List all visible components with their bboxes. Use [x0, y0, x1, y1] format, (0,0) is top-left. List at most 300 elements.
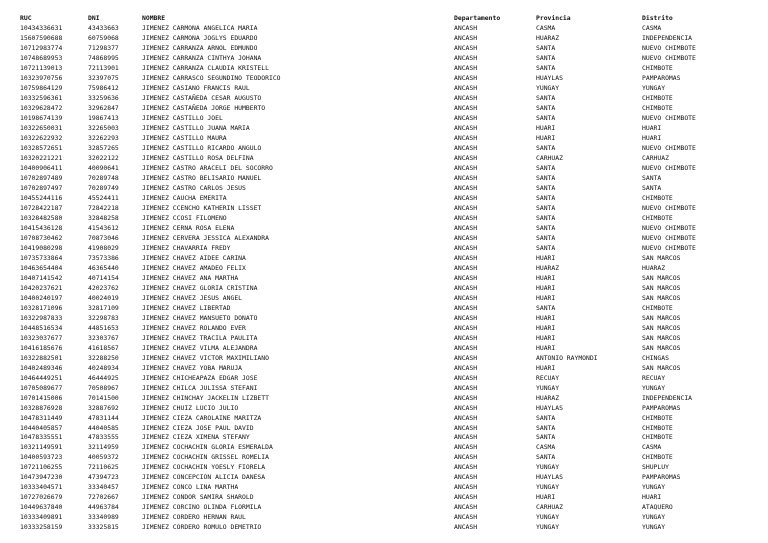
- cell-dni: 70289749: [88, 183, 119, 192]
- cell-distrito: HUARI: [642, 134, 662, 143]
- cell-dni: 74868995: [88, 54, 119, 63]
- cell-nombre: JIMENEZ CARRANZA CINTHYA JOHANA: [142, 54, 262, 63]
- cell-departamento: ANCASH: [454, 223, 478, 232]
- table-row: [0, 314, 768, 323]
- cell-nombre: JIMENEZ CORDERO HERNAN RAUL: [142, 513, 246, 522]
- cell-ruc: 10420237621: [20, 283, 63, 292]
- cell-provincia: SANTA: [536, 164, 556, 173]
- table-row: [0, 164, 768, 173]
- cell-nombre: JIMENEZ CHINCHAY JACKELIN LIZBETT: [142, 393, 269, 402]
- cell-departamento: ANCASH: [454, 183, 478, 192]
- cell-provincia: SANTA: [536, 223, 556, 232]
- cell-ruc: 10727026679: [20, 493, 63, 502]
- cell-provincia: YUNGAY: [536, 463, 560, 472]
- cell-dni: 71298377: [88, 44, 119, 53]
- cell-nombre: JIMENEZ CERNA ROSA ELENA: [142, 223, 235, 232]
- cell-dni: 32298783: [88, 313, 119, 322]
- cell-departamento: ANCASH: [454, 54, 478, 63]
- cell-departamento: ANCASH: [454, 383, 478, 392]
- cell-provincia: SANTA: [536, 114, 556, 123]
- cell-ruc: 10322650031: [20, 124, 63, 133]
- cell-nombre: JIMENEZ CONCO LINA MARTHA: [142, 483, 239, 492]
- cell-provincia: SANTA: [536, 44, 556, 53]
- table-row: [0, 344, 768, 353]
- cell-dni: 72842218: [88, 203, 119, 212]
- cell-provincia: SANTA: [536, 423, 556, 432]
- cell-departamento: ANCASH: [454, 64, 478, 73]
- table-row: [0, 304, 768, 313]
- cell-distrito: NUEVO CHIMBOTE: [642, 44, 696, 53]
- cell-distrito: CARHUAZ: [642, 154, 669, 163]
- cell-ruc: 10328572651: [20, 144, 63, 153]
- cell-dni: 44040585: [88, 423, 119, 432]
- cell-provincia: CARHUAZ: [536, 154, 563, 163]
- cell-ruc: 10416185676: [20, 343, 63, 352]
- cell-dni: 33340457: [88, 483, 119, 492]
- cell-departamento: ANCASH: [454, 34, 478, 43]
- cell-dni: 72110625: [88, 463, 119, 472]
- cell-nombre: JIMENEZ CASTILLO JOEL: [142, 114, 223, 123]
- table-row: [0, 443, 768, 452]
- cell-nombre: JIMENEZ CHAVEZ JESUS ANGEL: [142, 293, 243, 302]
- cell-provincia: YUNGAY: [536, 513, 560, 522]
- cell-ruc: 10464449251: [20, 373, 63, 382]
- table-row: [0, 64, 768, 73]
- cell-dni: 40024019: [88, 293, 119, 302]
- cell-nombre: JIMENEZ CASTAÑEDA CESAR AUGUSTO: [142, 94, 262, 103]
- cell-dni: 70508967: [88, 383, 119, 392]
- cell-provincia: HUAYLAS: [536, 74, 563, 83]
- cell-distrito: SAN MARCOS: [642, 273, 681, 282]
- cell-dni: 44851653: [88, 323, 119, 332]
- table-row: [0, 463, 768, 472]
- cell-dni: 41543612: [88, 223, 119, 232]
- cell-provincia: ANTONIO RAYMONDI: [536, 353, 598, 362]
- cell-provincia: SANTA: [536, 64, 556, 73]
- cell-dni: 47831144: [88, 413, 119, 422]
- cell-dni: 32288250: [88, 353, 119, 362]
- cell-ruc: 10735733864: [20, 253, 63, 262]
- cell-ruc: 10759864129: [20, 84, 63, 93]
- cell-provincia: SANTA: [536, 144, 556, 153]
- table-row: [0, 234, 768, 243]
- cell-ruc: 10434336631: [20, 24, 63, 33]
- cell-departamento: ANCASH: [454, 243, 478, 252]
- cell-ruc: 10473947230: [20, 473, 63, 482]
- cell-nombre: JIMENEZ CIEZA XIMENA STEFANY: [142, 433, 250, 442]
- table-row: [0, 453, 768, 462]
- cell-nombre: JIMENEZ CARRANZA CLAUDIA KRISTELL: [142, 64, 269, 73]
- cell-ruc: 10322622932: [20, 134, 63, 143]
- cell-nombre: JIMENEZ CHAVEZ ROLANDO EVER: [142, 323, 246, 332]
- table-row: [0, 503, 768, 512]
- cell-dni: 19867413: [88, 114, 119, 123]
- cell-ruc: 10705089677: [20, 383, 63, 392]
- cell-provincia: HUARI: [536, 343, 556, 352]
- cell-provincia: HUARI: [536, 124, 556, 133]
- cell-departamento: ANCASH: [454, 433, 478, 442]
- cell-provincia: CARHUAZ: [536, 503, 563, 512]
- cell-provincia: YUNGAY: [536, 383, 560, 392]
- table-row: [0, 44, 768, 53]
- cell-departamento: ANCASH: [454, 144, 478, 153]
- cell-ruc: 10320221221: [20, 154, 63, 163]
- cell-dni: 32114959: [88, 443, 119, 452]
- cell-distrito: ATAQUERO: [642, 503, 673, 512]
- table-row: [0, 144, 768, 153]
- cell-dni: 40248934: [88, 363, 119, 372]
- cell-departamento: ANCASH: [454, 333, 478, 342]
- cell-departamento: ANCASH: [454, 443, 478, 452]
- cell-departamento: ANCASH: [454, 193, 478, 202]
- cell-dni: 32303767: [88, 333, 119, 342]
- cell-nombre: JIMENEZ CASTILLO ROSA DELFINA: [142, 154, 254, 163]
- table-row: [0, 54, 768, 63]
- cell-nombre: JIMENEZ CORCINO OLINDA FLORMILA: [142, 503, 262, 512]
- cell-provincia: SANTA: [536, 233, 556, 242]
- header-ruc: RUC: [20, 14, 32, 22]
- cell-dni: 32962847: [88, 104, 119, 113]
- cell-provincia: SANTA: [536, 203, 556, 212]
- cell-ruc: 10748689953: [20, 54, 63, 63]
- table-row: [0, 114, 768, 123]
- cell-nombre: JIMENEZ CHAVEZ TRACILA PAULITA: [142, 333, 258, 342]
- table-row: [0, 334, 768, 343]
- cell-ruc: 10721106255: [20, 463, 63, 472]
- table-row: [0, 473, 768, 482]
- cell-departamento: ANCASH: [454, 353, 478, 362]
- cell-provincia: HUARI: [536, 293, 556, 302]
- cell-ruc: 10328876928: [20, 403, 63, 412]
- cell-ruc: 10322987833: [20, 313, 63, 322]
- cell-departamento: ANCASH: [454, 94, 478, 103]
- cell-distrito: SANTA: [642, 174, 662, 182]
- header-distrito: Distrito: [642, 14, 673, 22]
- cell-provincia: SANTA: [536, 413, 556, 422]
- cell-departamento: ANCASH: [454, 363, 478, 372]
- cell-departamento: ANCASH: [454, 84, 478, 93]
- cell-departamento: ANCASH: [454, 343, 478, 352]
- cell-distrito: NUEVO CHIMBOTE: [642, 164, 696, 173]
- cell-departamento: ANCASH: [454, 483, 478, 492]
- cell-distrito: SANTA: [642, 183, 662, 192]
- cell-distrito: CHIMBOTE: [642, 413, 673, 422]
- cell-provincia: SANTA: [536, 303, 556, 312]
- cell-nombre: JIMENEZ CHAVEZ MANSUETO DONATO: [142, 313, 258, 322]
- table-row: [0, 493, 768, 502]
- cell-departamento: ANCASH: [454, 213, 478, 222]
- cell-ruc: 10463654404: [20, 263, 63, 272]
- cell-provincia: HUARI: [536, 134, 556, 143]
- cell-nombre: JIMENEZ CONCEPCION ALICIA DANESA: [142, 473, 266, 482]
- cell-distrito: RECUAY: [642, 373, 666, 382]
- table-row: [0, 433, 768, 442]
- cell-provincia: SANTA: [536, 193, 556, 202]
- cell-distrito: CHIMBOTE: [642, 453, 673, 462]
- header-nombre: NOMBRE: [142, 14, 166, 22]
- cell-departamento: ANCASH: [454, 423, 478, 432]
- cell-provincia: HUAYLAS: [536, 403, 563, 412]
- cell-dni: 41618567: [88, 343, 119, 352]
- cell-ruc: 10400593723: [20, 453, 63, 462]
- cell-dni: 46365440: [88, 263, 119, 272]
- cell-nombre: JIMENEZ CHAVEZ YOBA MARUJA: [142, 363, 243, 372]
- cell-nombre: JIMENEZ CCENCHO KATHERIN LISSET: [142, 203, 262, 212]
- table-row: [0, 204, 768, 213]
- cell-ruc: 10728422187: [20, 203, 63, 212]
- cell-distrito: NUEVO CHIMBOTE: [642, 114, 696, 123]
- cell-ruc: 10400240197: [20, 293, 63, 302]
- cell-distrito: SAN MARCOS: [642, 293, 681, 302]
- cell-nombre: JIMENEZ CHAVEZ VICTOR MAXIMILIANO: [142, 353, 269, 362]
- cell-distrito: CHIMBOTE: [642, 64, 673, 73]
- cell-distrito: CHIMBOTE: [642, 193, 673, 202]
- cell-dni: 40059372: [88, 453, 119, 462]
- cell-distrito: INDEPENDENCIA: [642, 393, 693, 402]
- cell-provincia: HUARI: [536, 493, 556, 502]
- cell-nombre: JIMENEZ CHUIZ LUCIO JULIO: [142, 403, 239, 412]
- table-row: [0, 364, 768, 373]
- cell-distrito: CHIMBOTE: [642, 303, 673, 312]
- cell-nombre: JIMENEZ CHILCA JULISSA STEFANI: [142, 383, 258, 392]
- cell-provincia: SANTA: [536, 213, 556, 222]
- cell-nombre: JIMENEZ CORDERO ROMULO DEMETRIO: [142, 523, 262, 532]
- cell-departamento: ANCASH: [454, 293, 478, 302]
- table-row: [0, 264, 768, 273]
- cell-ruc: 10712983774: [20, 44, 63, 53]
- cell-departamento: ANCASH: [454, 154, 478, 163]
- cell-distrito: YUNGAY: [642, 383, 666, 392]
- header-dni: DNI: [88, 14, 100, 22]
- table-row: [0, 414, 768, 423]
- table-row: [0, 84, 768, 93]
- cell-dni: 33259636: [88, 94, 119, 103]
- header-provincia: Provincia: [536, 14, 571, 22]
- cell-nombre: JIMENEZ COCHACHIN GRISSEL ROMELIA: [142, 453, 269, 462]
- cell-ruc: 10448516534: [20, 323, 63, 332]
- cell-nombre: JIMENEZ CAUCHA EMERITA: [142, 193, 227, 202]
- cell-distrito: SAN MARCOS: [642, 323, 681, 332]
- cell-nombre: JIMENEZ CHAVEZ ANA MARTHA: [142, 273, 239, 282]
- cell-ruc: 10198674139: [20, 114, 63, 123]
- cell-nombre: JIMENEZ CASTRO BELISARIO MANUEL: [142, 174, 262, 182]
- cell-dni: 33325815: [88, 523, 119, 532]
- cell-provincia: HUARI: [536, 323, 556, 332]
- table-row: [0, 483, 768, 492]
- cell-ruc: 10440405857: [20, 423, 63, 432]
- cell-provincia: SANTA: [536, 243, 556, 252]
- cell-nombre: JIMENEZ CHAVEZ VILMA ALEJANDRA: [142, 343, 258, 352]
- cell-provincia: HUARAZ: [536, 263, 560, 272]
- table-row: [0, 284, 768, 293]
- cell-ruc: 15607590688: [20, 34, 63, 43]
- cell-provincia: HUARI: [536, 333, 556, 342]
- cell-ruc: 10455244116: [20, 193, 63, 202]
- cell-nombre: JIMENEZ CARMONA JOGLYS EDUARDO: [142, 34, 258, 43]
- cell-departamento: ANCASH: [454, 273, 478, 282]
- cell-departamento: ANCASH: [454, 253, 478, 262]
- cell-provincia: SANTA: [536, 453, 556, 462]
- cell-dni: 44963784: [88, 503, 119, 512]
- cell-ruc: 10702897497: [20, 183, 63, 192]
- cell-distrito: PAMPAROMAS: [642, 74, 681, 83]
- table-row: [0, 384, 768, 393]
- cell-dni: 75986412: [88, 84, 119, 93]
- cell-distrito: SAN MARCOS: [642, 333, 681, 342]
- cell-dni: 70873046: [88, 233, 119, 242]
- cell-distrito: CHIMBOTE: [642, 433, 673, 442]
- cell-ruc: 10478311449: [20, 413, 63, 422]
- cell-provincia: SANTA: [536, 433, 556, 442]
- cell-nombre: JIMENEZ CASTILLO MAURA: [142, 134, 227, 143]
- cell-nombre: JIMENEZ CHICHEAPAZA EDGAR JOSE: [142, 373, 258, 382]
- cell-ruc: 10721139013: [20, 64, 63, 73]
- cell-nombre: JIMENEZ CIEZA JOSE PAUL DAVID: [142, 423, 254, 432]
- cell-distrito: HUARI: [642, 124, 662, 133]
- cell-ruc: 10400906411: [20, 164, 63, 173]
- table-row: [0, 34, 768, 43]
- cell-ruc: 10328482580: [20, 213, 63, 222]
- cell-departamento: ANCASH: [454, 513, 478, 522]
- cell-dni: 47833555: [88, 433, 119, 442]
- cell-distrito: PAMPAROMAS: [642, 473, 681, 482]
- table-row: [0, 154, 768, 163]
- cell-distrito: HUARAZ: [642, 263, 666, 272]
- cell-provincia: HUARI: [536, 273, 556, 282]
- cell-nombre: JIMENEZ CASTILLO RICARDO ANGULO: [142, 144, 262, 153]
- cell-distrito: NUEVO CHIMBOTE: [642, 144, 696, 153]
- table-row: [0, 24, 768, 33]
- cell-departamento: ANCASH: [454, 473, 478, 482]
- table-row: [0, 214, 768, 223]
- cell-departamento: ANCASH: [454, 164, 478, 173]
- cell-nombre: JIMENEZ CCOSI FILOMENO: [142, 213, 227, 222]
- table-row: [0, 324, 768, 333]
- table-row: [0, 274, 768, 283]
- cell-ruc: 10415436128: [20, 223, 63, 232]
- table-header: [0, 14, 768, 23]
- table-row: [0, 184, 768, 193]
- cell-provincia: YUNGAY: [536, 523, 560, 532]
- cell-provincia: HUARAZ: [536, 34, 560, 43]
- cell-distrito: HUARI: [642, 493, 662, 502]
- cell-distrito: YUNGAY: [642, 513, 666, 522]
- table-row: [0, 294, 768, 303]
- cell-distrito: PAMPAROMAS: [642, 403, 681, 412]
- table-row: [0, 74, 768, 83]
- cell-distrito: NUEVO CHIMBOTE: [642, 233, 696, 242]
- cell-dni: 72113901: [88, 64, 119, 73]
- cell-distrito: CHIMBOTE: [642, 104, 673, 113]
- cell-distrito: SAN MARCOS: [642, 363, 681, 372]
- cell-nombre: JIMENEZ CHAVEZ LIBERTAD: [142, 303, 231, 312]
- cell-distrito: NUEVO CHIMBOTE: [642, 243, 696, 252]
- cell-provincia: HUARI: [536, 363, 556, 372]
- cell-ruc: 10708730462: [20, 233, 63, 242]
- cell-nombre: JIMENEZ CHAVEZ AIDEE CARINA: [142, 253, 246, 262]
- cell-departamento: ANCASH: [454, 203, 478, 212]
- cell-provincia: HUARI: [536, 313, 556, 322]
- cell-provincia: RECUAY: [536, 373, 560, 382]
- cell-distrito: NUEVO CHIMBOTE: [642, 203, 696, 212]
- cell-dni: 32817109: [88, 303, 119, 312]
- cell-ruc: 10407141542: [20, 273, 63, 282]
- cell-dni: 32022122: [88, 154, 119, 163]
- cell-distrito: CHINGAS: [642, 353, 669, 362]
- cell-ruc: 10478335551: [20, 433, 63, 442]
- cell-distrito: YUNGAY: [642, 523, 666, 532]
- cell-provincia: HUARI: [536, 283, 556, 292]
- cell-nombre: JIMENEZ CASTILLO JUANA MARIA: [142, 124, 250, 133]
- table-row: [0, 513, 768, 522]
- cell-dni: 33340989: [88, 513, 119, 522]
- cell-departamento: ANCASH: [454, 174, 478, 182]
- cell-ruc: 10402489346: [20, 363, 63, 372]
- cell-departamento: ANCASH: [454, 373, 478, 382]
- cell-distrito: INDEPENDENCIA: [642, 34, 693, 43]
- cell-ruc: 10328171096: [20, 303, 63, 312]
- table-row: [0, 124, 768, 133]
- cell-departamento: ANCASH: [454, 104, 478, 113]
- cell-provincia: SANTA: [536, 94, 556, 103]
- cell-dni: 32265003: [88, 124, 119, 133]
- cell-dni: 32262293: [88, 134, 119, 143]
- cell-nombre: JIMENEZ CHAVARRIA FREDY: [142, 243, 231, 252]
- cell-ruc: 10333258159: [20, 523, 63, 532]
- cell-departamento: ANCASH: [454, 134, 478, 143]
- table-row: [0, 174, 768, 183]
- cell-departamento: ANCASH: [454, 393, 478, 402]
- cell-departamento: ANCASH: [454, 283, 478, 292]
- cell-provincia: HUAYLAS: [536, 473, 563, 482]
- table-row: [0, 394, 768, 403]
- cell-distrito: SAN MARCOS: [642, 283, 681, 292]
- cell-dni: 46444925: [88, 373, 119, 382]
- cell-departamento: ANCASH: [454, 403, 478, 412]
- cell-distrito: CHIMBOTE: [642, 213, 673, 222]
- table-row: [0, 523, 768, 532]
- cell-departamento: ANCASH: [454, 313, 478, 322]
- cell-dni: 32887692: [88, 403, 119, 412]
- cell-departamento: ANCASH: [454, 503, 478, 512]
- cell-nombre: JIMENEZ CHAVEZ GLORIA CRISTINA: [142, 283, 258, 292]
- cell-provincia: SANTA: [536, 174, 556, 182]
- cell-departamento: ANCASH: [454, 463, 478, 472]
- cell-departamento: ANCASH: [454, 24, 478, 33]
- cell-dni: 40714154: [88, 273, 119, 282]
- cell-ruc: 10702897489: [20, 174, 63, 182]
- cell-departamento: ANCASH: [454, 44, 478, 53]
- cell-dni: 72702667: [88, 493, 119, 502]
- cell-dni: 60759068: [88, 34, 119, 43]
- cell-departamento: ANCASH: [454, 114, 478, 123]
- cell-ruc: 10419080298: [20, 243, 63, 252]
- cell-provincia: CASMA: [536, 24, 556, 33]
- cell-distrito: SAN MARCOS: [642, 343, 681, 352]
- cell-nombre: JIMENEZ CARRASCO SEGUNDINO TEODORICO: [142, 74, 281, 83]
- cell-nombre: JIMENEZ CASIANO FRANCIS RAUL: [142, 84, 250, 93]
- cell-dni: 73573386: [88, 253, 119, 262]
- cell-distrito: CHIMBOTE: [642, 94, 673, 103]
- cell-nombre: JIMENEZ COCHACHIN YOESLY FIORELA: [142, 463, 266, 472]
- cell-dni: 32848258: [88, 213, 119, 222]
- cell-distrito: CHIMBOTE: [642, 423, 673, 432]
- cell-dni: 70141500: [88, 393, 119, 402]
- table-row: [0, 404, 768, 413]
- cell-departamento: ANCASH: [454, 124, 478, 133]
- table-row: [0, 244, 768, 253]
- cell-ruc: 10333404571: [20, 483, 63, 492]
